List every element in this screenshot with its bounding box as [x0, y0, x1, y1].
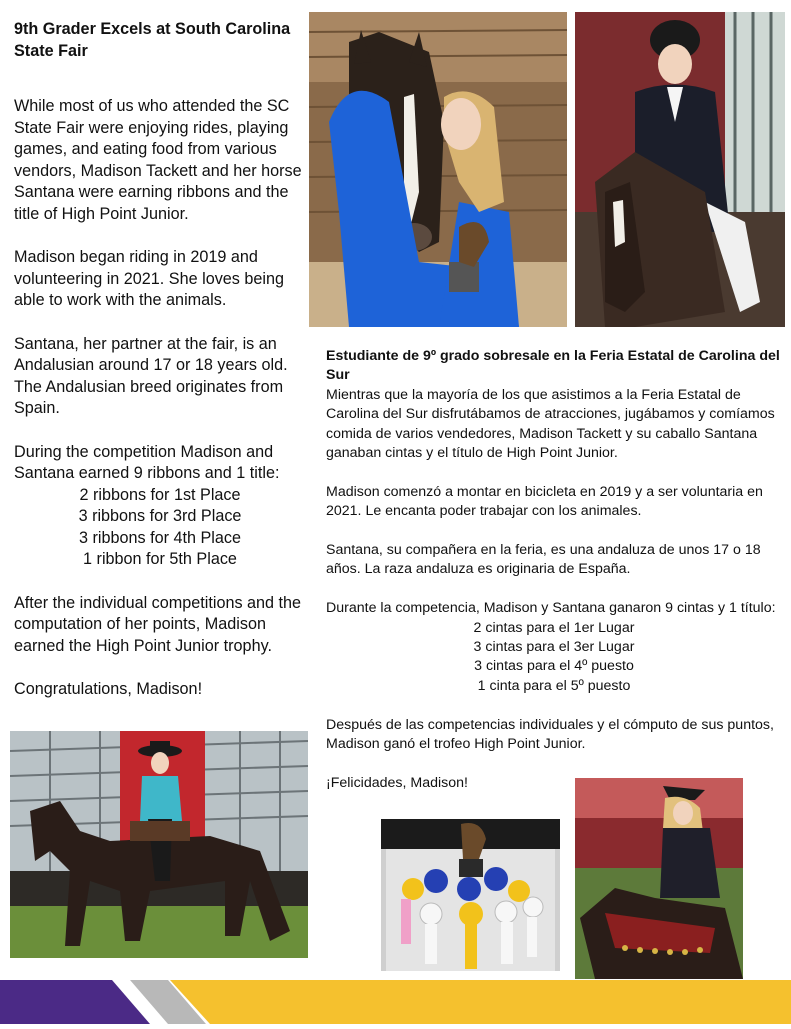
spanish-title: Estudiante de 9º grado sobresale en la Feria Estatal de Carolina del Sur: [326, 348, 780, 384]
spanish-paragraph-3: Santana, su compañera en la feria, es una andaluza de unos 17 o 18 años. La raza andaluza es originaria de España.: [326, 542, 761, 578]
spanish-paragraph-5: Después de las competencias individuales y el cómputo de sus puntos, Madison ganó el trofeo High Point Junior.: [326, 716, 774, 753]
footer-color-band: [0, 980, 791, 1024]
english-ribbon-item: 2 ribbons for 1st Place: [79, 485, 241, 504]
spanish-ribbon-item: 3 cintas para el 4º puesto: [474, 658, 634, 675]
english-paragraph-3: Santana, her partner at the fair, is an Andalusian around 17 or 18 years old. The Andalusian breed originates from Spain.: [14, 334, 288, 418]
photo-western-rider: [10, 731, 308, 958]
english-ribbon-item: 1 ribbon for 5th Place: [83, 550, 237, 569]
english-ribbon-item: 3 ribbons for 4th Place: [79, 528, 241, 547]
spanish-paragraph-1: Mientras que la mayoría de los que asistimos a la Feria Estatal de Carolina del Sur disfrutábamos de atracciones, jugábamos y comíamos comida de varios vendedores, Madison Tackett y su caballo Santana ganaban cintas y el título de High Point Junior.: [326, 386, 775, 462]
english-ribbon-item: 3 ribbons for 3rd Place: [78, 507, 242, 526]
english-paragraph-5: After the individual competitions and the computation of her points, Madison earned the High Point Junior trophy.: [14, 593, 302, 655]
english-article: [14, 18, 306, 722]
spanish-ribbon-item: 1 cinta para el 5º puesto: [477, 677, 631, 694]
photo-trophy-and-ribbons: [381, 819, 560, 971]
spanish-paragraph-4: Durante la competencia, Madison y Santana ganaron 9 cintas y 1 título:: [326, 600, 776, 617]
english-paragraph-4: During the competition Madison and Santana earned 9 ribbons and 1 title:: [14, 442, 280, 483]
spanish-article: [326, 347, 782, 813]
english-paragraph-1: While most of us who attended the SC State Fair were enjoying rides, playing games, and eating food from various vendors, Madison Tackett and her horse Santana were earning ribbons and the title of High Point Junior.: [14, 97, 302, 223]
english-ribbon-list: [14, 485, 306, 571]
footer-purple-band: [0, 980, 150, 1024]
footer-gold-band: [170, 980, 791, 1024]
spanish-ribbon-item: 3 cintas para el 3er Lugar: [473, 639, 635, 656]
english-paragraph-2: Madison began riding in 2019 and volunteering in 2021. She loves being able to work with the animals.: [14, 248, 284, 310]
photo-costumed-rider: [575, 778, 743, 979]
spanish-paragraph-6: ¡Felicidades, Madison!: [326, 774, 468, 791]
english-paragraph-6: Congratulations, Madison!: [14, 680, 203, 699]
english-title: 9th Grader Excels at South Carolina State Fair: [14, 20, 291, 60]
photo-girl-hugging-horse: [309, 12, 567, 327]
spanish-ribbon-item: 2 cintas para el 1er Lugar: [473, 619, 635, 636]
spanish-paragraph-2: Madison comenzó a montar en bicicleta en 2019 y a ser voluntaria en 2021. Le encanta poder trabajar con los animales.: [326, 483, 763, 520]
spanish-ribbon-list: [326, 619, 782, 697]
photo-rider-in-arena: [575, 12, 785, 327]
